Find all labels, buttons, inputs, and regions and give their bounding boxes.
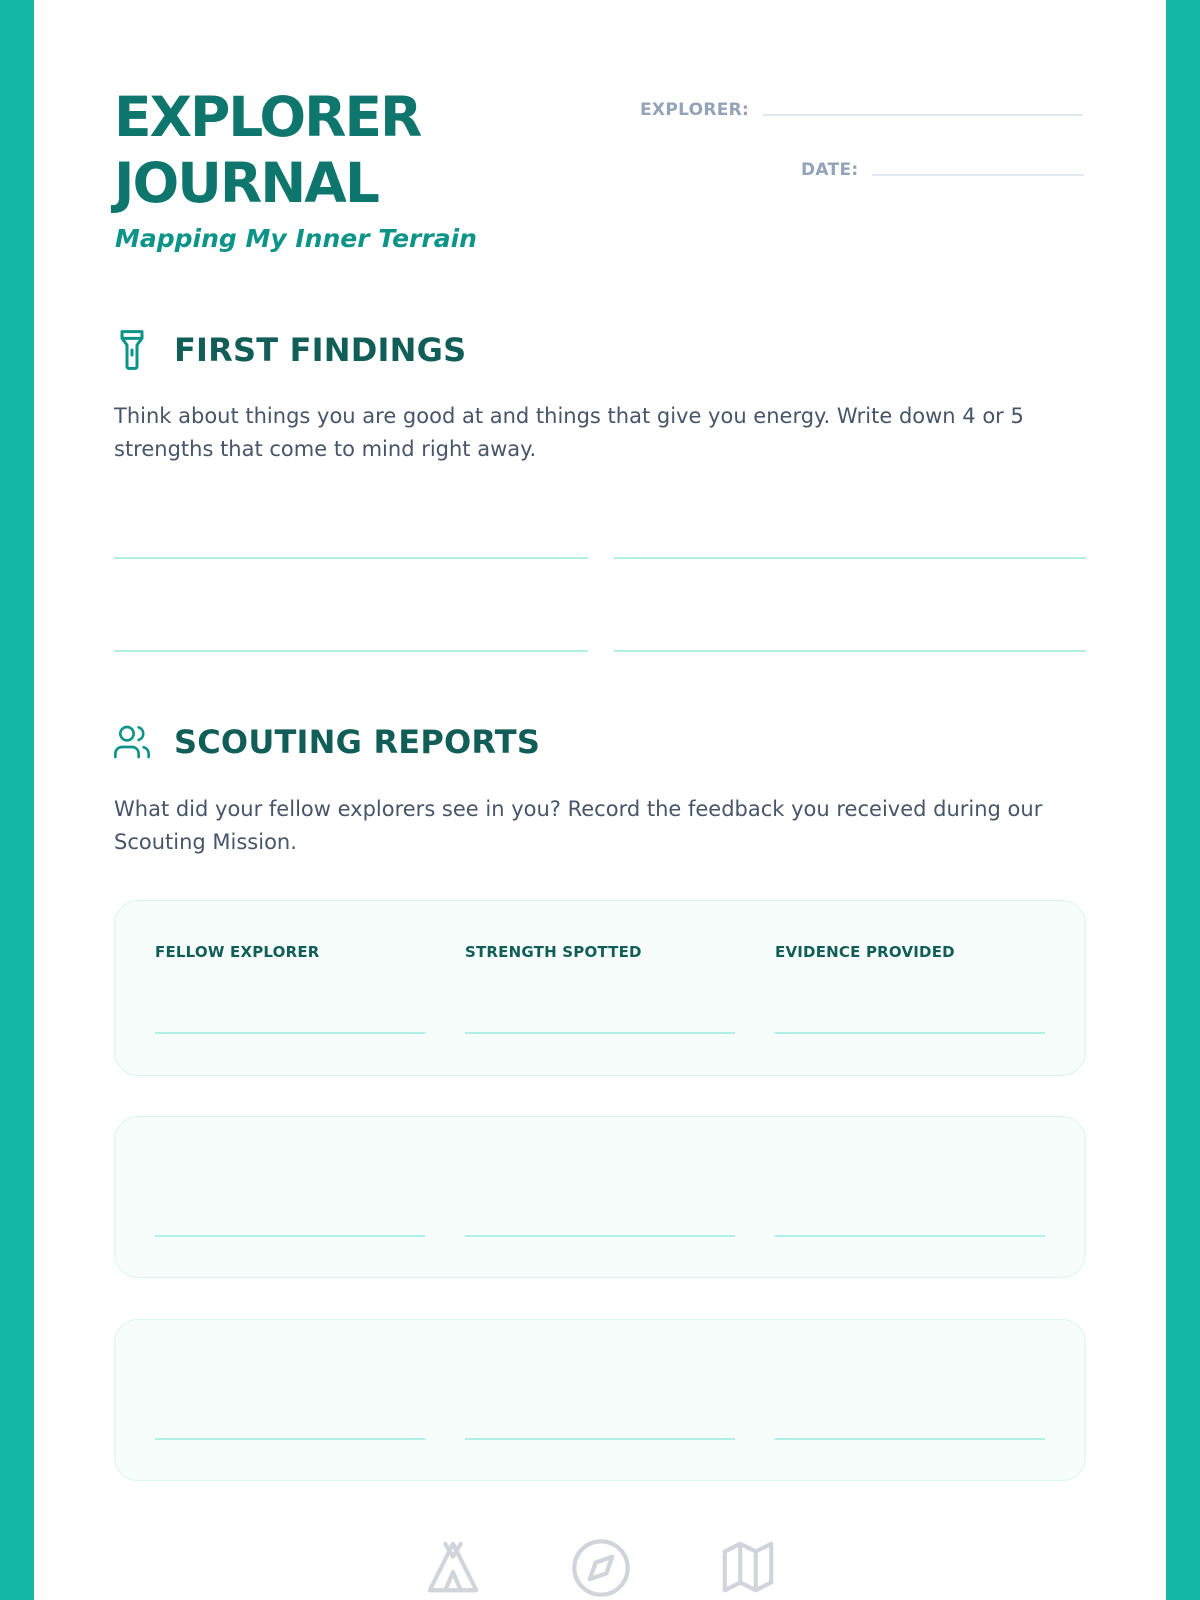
map-icon xyxy=(717,1536,779,1598)
page-title xyxy=(114,84,420,216)
evidence-provided-line[interactable] xyxy=(775,1032,1045,1034)
strength-spotted-line[interactable] xyxy=(465,1032,735,1034)
tent-icon xyxy=(422,1536,484,1598)
evidence-provided-line[interactable] xyxy=(775,1235,1045,1237)
report-card xyxy=(114,1116,1086,1278)
journal-page xyxy=(34,0,1166,1600)
strength-line-3[interactable] xyxy=(114,650,588,652)
evidence-provided-line[interactable] xyxy=(775,1438,1045,1440)
date-field xyxy=(801,160,1084,180)
first-findings-title: FIRST FINDINGS xyxy=(174,331,467,369)
strength-spotted-line[interactable] xyxy=(465,1438,735,1440)
users-icon xyxy=(112,722,152,762)
fellow-explorer-line[interactable] xyxy=(155,1438,425,1440)
report-card xyxy=(114,1319,1086,1481)
scouting-reports-description: What did your fellow explorers see in you? Record the feedback you received during our Scouting Mission. xyxy=(114,797,1043,854)
strength-spotted-line[interactable] xyxy=(465,1235,735,1237)
page-subtitle: Mapping My Inner Terrain xyxy=(115,224,477,253)
explorer-field xyxy=(640,100,1083,120)
scouting-reports-header xyxy=(112,722,540,762)
col-head-evidence-provided: EVIDENCE PROVIDED xyxy=(775,943,955,961)
scouting-reports-title: SCOUTING REPORTS xyxy=(174,723,541,761)
title-line-1: EXPLORER xyxy=(114,85,421,149)
report-card xyxy=(114,900,1086,1076)
fellow-explorer-line[interactable] xyxy=(155,1235,425,1237)
strength-line-4[interactable] xyxy=(614,650,1086,652)
strength-line-1[interactable] xyxy=(114,557,588,559)
date-label: DATE: xyxy=(801,160,859,180)
first-findings-description: Think about things you are good at and things that give you energy. Write down 4 or 5 strengths that come to mind right away. xyxy=(114,404,1024,461)
col-head-strength-spotted: STRENGTH SPOTTED xyxy=(465,943,642,961)
strength-line-2[interactable] xyxy=(614,557,1086,559)
explorer-label: EXPLORER: xyxy=(640,100,750,120)
flashlight-icon xyxy=(112,328,152,372)
first-findings-header xyxy=(112,328,466,372)
col-head-fellow-explorer: FELLOW EXPLORER xyxy=(155,943,320,961)
title-line-2: JOURNAL xyxy=(114,151,378,215)
fellow-explorer-line[interactable] xyxy=(155,1032,425,1034)
explorer-write-line[interactable] xyxy=(763,114,1083,116)
compass-icon xyxy=(569,1536,633,1600)
date-write-line[interactable] xyxy=(872,174,1084,176)
